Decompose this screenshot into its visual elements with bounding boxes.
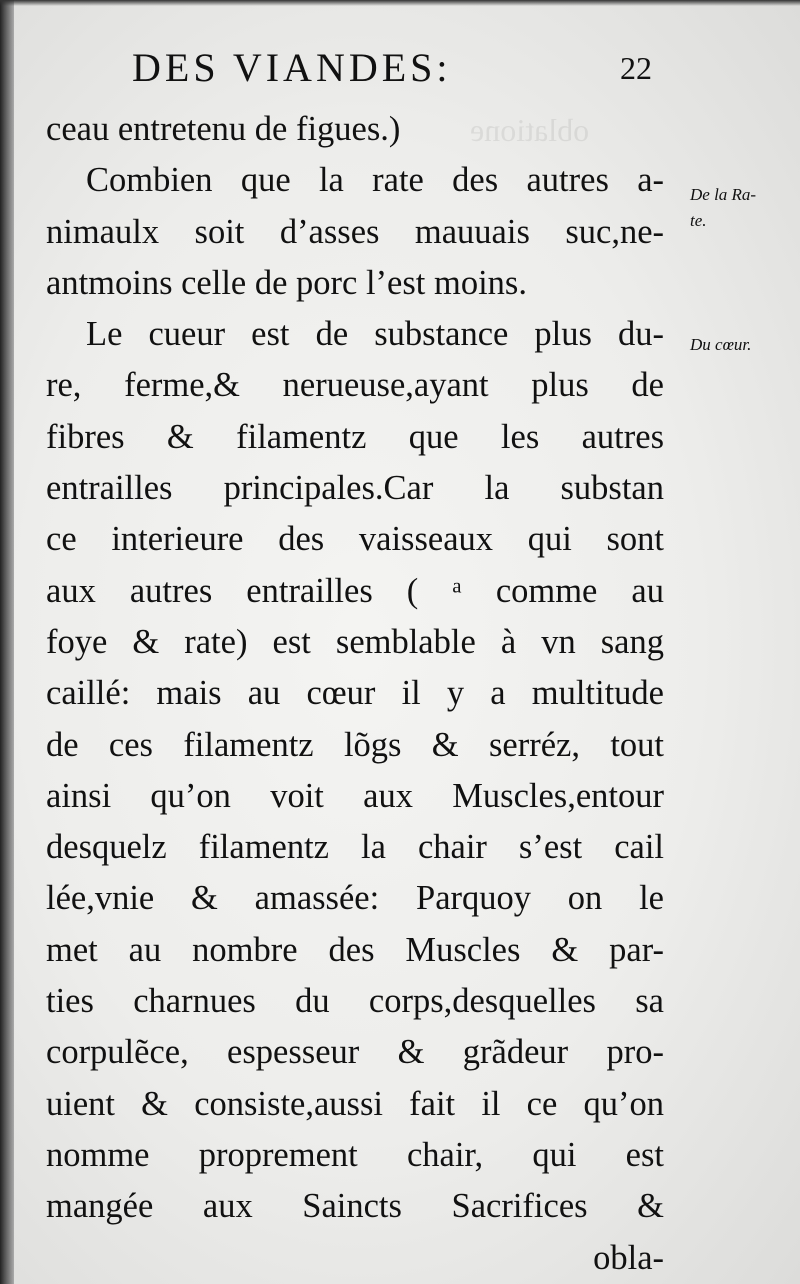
text-line: de ces filamentz lõgs & serréz, tout <box>46 725 664 764</box>
text-line: desquelz filamentz la chair s’est cail <box>46 828 664 867</box>
page-header <box>132 44 662 104</box>
page-gutter-shadow <box>0 0 14 1284</box>
text-line: entrailles principales.Car la substan <box>46 469 664 508</box>
text-line: re, ferme,& nerueuse,ayant plus de <box>46 366 664 405</box>
page-top-shadow <box>0 0 800 6</box>
text-line: ceau entretenu de figues.) <box>46 110 401 148</box>
marginal-note-rate: De la Ra- te. <box>690 185 757 230</box>
text-line: fibres & filamentz que les autres <box>46 417 664 456</box>
text-line: uient & consiste,aussi fait il ce qu’on <box>46 1084 664 1123</box>
text-line: ties charnues du corps,desquelles sa <box>46 982 664 1021</box>
text-line: foye & rate) est semblable à vn sang <box>46 622 664 661</box>
catchword: obla- <box>593 1238 664 1277</box>
text-line: aux autres entrailles ( ᵃ comme au <box>46 571 664 610</box>
text-line: lée,vnie & amassée: Parquoy on le <box>46 879 664 918</box>
marginal-note-coeur: Du cœur. <box>690 335 752 354</box>
bleed-through-text: oblatione <box>470 112 590 148</box>
page-number: 22 <box>620 50 652 86</box>
text-line: mangée aux Saincts Sacrifices & <box>46 1187 664 1226</box>
text-line: antmoins celle de porc l’est moins. <box>46 263 527 302</box>
text-line: Le cueur est de substance plus du- <box>86 315 664 354</box>
text-line: nimaulx soit d’asses mauuais suc,ne- <box>46 212 664 251</box>
text-line: Combien que la rate des autres a- <box>86 161 664 200</box>
text-line: ainsi qu’on voit aux Muscles,entour <box>46 776 664 815</box>
text-line: ce interieure des vaisseaux qui sont <box>46 520 664 559</box>
running-title: DES VIANDES: <box>132 45 452 90</box>
text-line: nomme proprement chair, qui est <box>46 1135 664 1174</box>
text-line: caillé: mais au cœur il y a multitude <box>46 674 664 713</box>
text-line: corpulẽce, espesseur & grãdeur pro- <box>46 1033 664 1072</box>
main-text-block <box>46 104 664 1284</box>
text-line: met au nombre des Muscles & par- <box>46 930 664 969</box>
